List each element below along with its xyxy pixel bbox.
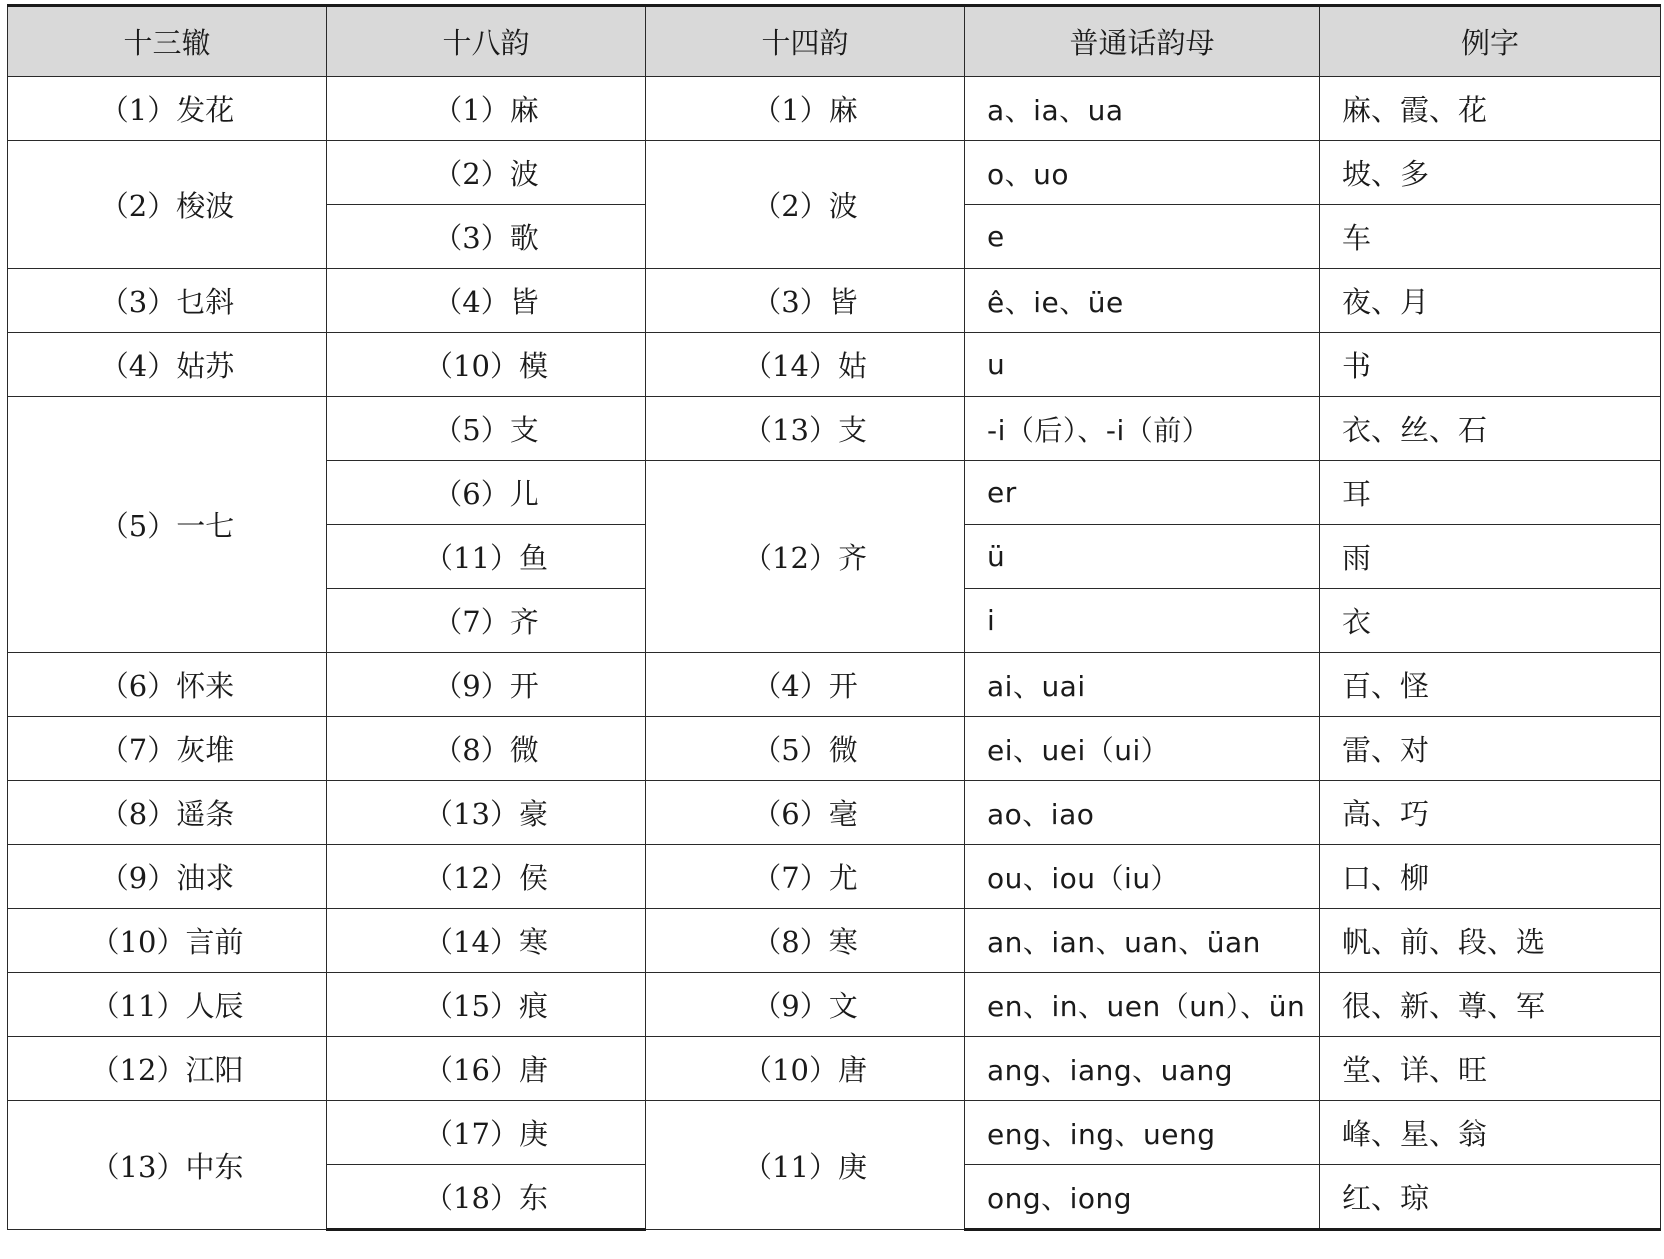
cell-yunmu: ang、iang、uang	[965, 1037, 1320, 1101]
cell-example: 很、新、尊、军	[1320, 973, 1661, 1037]
table-row	[8, 333, 1661, 397]
cell-shisanzhe: （3）乜斜	[8, 269, 327, 333]
cell-example: 口、柳	[1320, 845, 1661, 909]
cell-shisiyun: （13）支	[646, 397, 965, 461]
cell-shisanzhe: （4）姑苏	[8, 333, 327, 397]
table-row	[8, 77, 1661, 141]
cell-example: 衣	[1320, 589, 1661, 653]
cell-yunmu: ao、iao	[965, 781, 1320, 845]
cell-example: 雷、对	[1320, 717, 1661, 781]
cell-example: 帆、前、段、选	[1320, 909, 1661, 973]
cell-shisiyun: （7）尤	[646, 845, 965, 909]
cell-shisiyun: （5）微	[646, 717, 965, 781]
cell-shisiyun: （12）齐	[646, 461, 965, 653]
cell-shibayun: （16）唐	[327, 1037, 646, 1101]
cell-shisiyun: （11）庚	[646, 1101, 965, 1230]
cell-yunmu: eng、ing、ueng	[965, 1101, 1320, 1165]
cell-shibayun: （17）庚	[327, 1101, 646, 1165]
cell-example: 峰、星、翁	[1320, 1101, 1661, 1165]
cell-shisiyun: （6）毫	[646, 781, 965, 845]
header-example-chars: 例字	[1320, 6, 1661, 77]
cell-shibayun: （7）齐	[327, 589, 646, 653]
cell-shisanzhe: （13）中东	[8, 1101, 327, 1230]
cell-shibayun: （3）歌	[327, 205, 646, 269]
cell-shibayun: （4）皆	[327, 269, 646, 333]
cell-shibayun: （9）开	[327, 653, 646, 717]
cell-shibayun: （11）鱼	[327, 525, 646, 589]
cell-shibayun: （18）东	[327, 1165, 646, 1230]
cell-yunmu: i	[965, 589, 1320, 653]
cell-shisanzhe: （8）遥条	[8, 781, 327, 845]
cell-yunmu: ong、iong	[965, 1165, 1320, 1230]
cell-example: 衣、丝、石	[1320, 397, 1661, 461]
header-putonghua-yunmu: 普通话韵母	[965, 6, 1320, 77]
cell-shibayun: （14）寒	[327, 909, 646, 973]
cell-shisanzhe: （5）一七	[8, 397, 327, 653]
cell-shisanzhe: （6）怀来	[8, 653, 327, 717]
cell-shibayun: （10）模	[327, 333, 646, 397]
cell-example: 堂、详、旺	[1320, 1037, 1661, 1101]
cell-shibayun: （2）波	[327, 141, 646, 205]
table-row	[8, 973, 1661, 1037]
cell-shibayun: （1）麻	[327, 77, 646, 141]
cell-yunmu: ü	[965, 525, 1320, 589]
cell-example: 雨	[1320, 525, 1661, 589]
cell-shibayun: （6）儿	[327, 461, 646, 525]
cell-shisiyun: （8）寒	[646, 909, 965, 973]
cell-shisiyun: （10）唐	[646, 1037, 965, 1101]
cell-yunmu: ai、uai	[965, 653, 1320, 717]
cell-yunmu: -i（后）、-i（前）	[965, 397, 1320, 461]
table-row	[8, 1037, 1661, 1101]
table-row	[8, 269, 1661, 333]
cell-shibayun: （12）侯	[327, 845, 646, 909]
table-row	[8, 653, 1661, 717]
cell-shisanzhe: （11）人辰	[8, 973, 327, 1037]
cell-example: 书	[1320, 333, 1661, 397]
cell-example: 红、琼	[1320, 1165, 1661, 1230]
cell-example: 百、怪	[1320, 653, 1661, 717]
cell-shisanzhe: （7）灰堆	[8, 717, 327, 781]
cell-example: 高、巧	[1320, 781, 1661, 845]
table-row	[8, 1101, 1661, 1165]
table-row	[8, 781, 1661, 845]
cell-yunmu: a、ia、ua	[965, 77, 1320, 141]
cell-yunmu: an、ian、uan、üan	[965, 909, 1320, 973]
cell-shisanzhe: （2）梭波	[8, 141, 327, 269]
cell-yunmu: o、uo	[965, 141, 1320, 205]
cell-shisanzhe: （9）油求	[8, 845, 327, 909]
cell-yunmu: ou、iou（iu）	[965, 845, 1320, 909]
cell-example: 耳	[1320, 461, 1661, 525]
cell-example: 夜、月	[1320, 269, 1661, 333]
cell-shisiyun: （4）开	[646, 653, 965, 717]
cell-example: 车	[1320, 205, 1661, 269]
cell-example: 坡、多	[1320, 141, 1661, 205]
cell-yunmu: u	[965, 333, 1320, 397]
cell-shisiyun: （2）波	[646, 141, 965, 269]
table-row	[8, 397, 1661, 461]
cell-shisiyun: （1）麻	[646, 77, 965, 141]
cell-shisiyun: （3）皆	[646, 269, 965, 333]
header-shisanzhe: 十三辙	[8, 6, 327, 77]
cell-shisiyun: （9）文	[646, 973, 965, 1037]
cell-shibayun: （8）微	[327, 717, 646, 781]
table-row	[8, 717, 1661, 781]
cell-example: 麻、霞、花	[1320, 77, 1661, 141]
table-row	[8, 909, 1661, 973]
cell-shisanzhe: （10）言前	[8, 909, 327, 973]
table-row	[8, 845, 1661, 909]
cell-yunmu: ei、uei（ui）	[965, 717, 1320, 781]
table-row	[8, 141, 1661, 205]
cell-shisanzhe: （12）江阳	[8, 1037, 327, 1101]
cell-shisanzhe: （1）发花	[8, 77, 327, 141]
cell-shibayun: （15）痕	[327, 973, 646, 1037]
cell-yunmu: e	[965, 205, 1320, 269]
cell-yunmu: en、in、uen（un）、ün	[965, 973, 1320, 1037]
cell-shisiyun: （14）姑	[646, 333, 965, 397]
rhyme-table	[7, 4, 1661, 1231]
cell-yunmu: er	[965, 461, 1320, 525]
cell-shibayun: （13）豪	[327, 781, 646, 845]
header-shibayun: 十八韵	[327, 6, 646, 77]
cell-yunmu: ê、ie、üe	[965, 269, 1320, 333]
cell-shibayun: （5）支	[327, 397, 646, 461]
header-shisiyun: 十四韵	[646, 6, 965, 77]
header-row	[8, 6, 1661, 77]
rhyme-table-container	[7, 4, 1661, 1231]
